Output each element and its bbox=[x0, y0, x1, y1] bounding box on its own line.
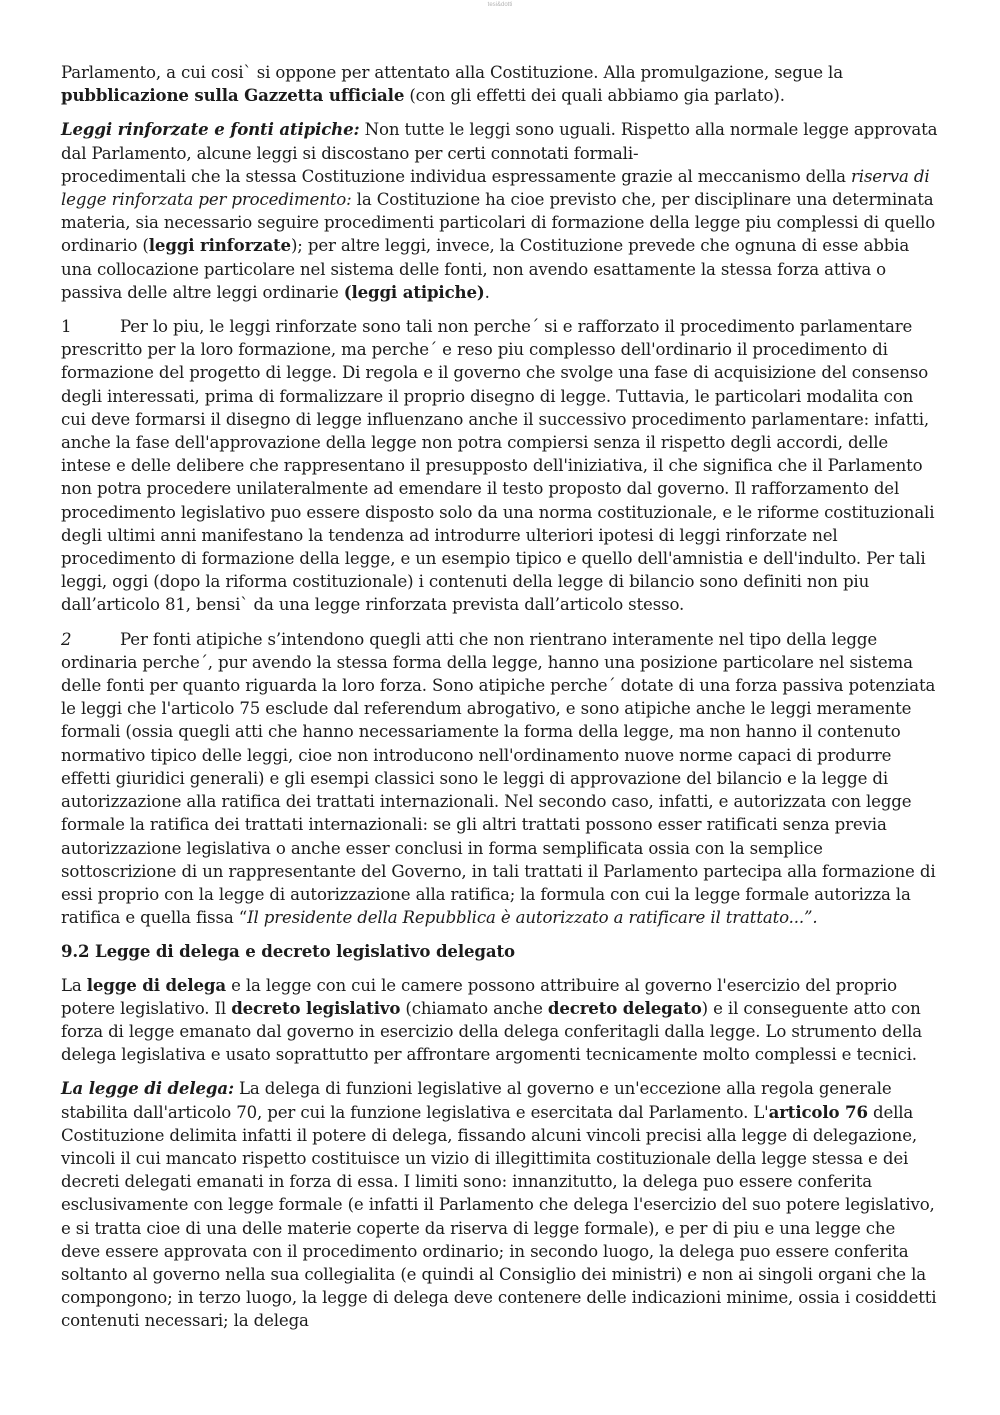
text-run: procedimentali che la stessa Costituzione individua espressamente grazie al meccanismo della bbox=[61, 166, 851, 186]
bold-term: decreto delegato bbox=[547, 997, 702, 1018]
text-run: Non tutte le leggi sono uguali. Rispetto alla normale legge approvata dal Parlamento, alcune leggi si discostano per certi connotati formali- bbox=[61, 120, 938, 163]
section-heading: 9.2 Legge di delega e decreto legislativo delegato bbox=[61, 941, 515, 962]
text-run: e la legge con cui le camere possono attribuire al governo l'esercizio del proprio potere legislativo. Il bbox=[61, 975, 897, 1018]
text-run: . bbox=[484, 282, 490, 302]
note-text: Per fonti atipiche s’intendono quegli atti che non rientrano interamente nel tipo della legge ordinaria perche´, pur avendo la stessa forma della legge, hanno una posizione particolare nel sistema delle fonti per quanto riguarda la loro forza. Sono atipiche perche´ dotate di una forza passiva potenziata le leggi che l'articolo 75 esclude dal referendum abrogativo, e sono atipiche anche le leggi meramente formali (ossia quegli atti che hanno necessariamente la forma della legge, ma non hanno il contenuto normativo tipico delle leggi, cioe non introducono nell'ordinamento nuove norme capaci di produrre effetti giuridici generali) e gli esempi classici sono le leggi di approvazione del bilancio e la legge di autorizzazione alla ratifica dei trattati internazionali. Nel secondo caso, infatti, e autorizzata con legge formale la ratifica dei trattati internazionali: se gli altri trattati possono esser ratificati senza previa autorizzazione legislativa o anche esser conclusi in forma semplificata ossia con la semplice sottoscrizione di un rappresentante del Governo, in tali trattati il Parlamento partecipa alla formazione di essi proprio con la legge di autorizzazione alla ratifica; la formula con cui la legge formale autorizza la ratifica e quella fissa “ bbox=[61, 629, 936, 928]
text-run: ) e il conseguente atto con forza di legge emanato dal governo in esercizio della delega conferitagli dalla legge. Lo strumento della delega legislativa e usato soprattutto per affrontare argomenti tecnicamente molto complessi e tecnici. bbox=[61, 998, 922, 1065]
paragraph-legge-di-delega-intro bbox=[61, 974, 939, 1067]
paragraph-title: Leggi rinforzate e fonti atipiche: bbox=[61, 119, 360, 140]
bold-term: legge di delega bbox=[86, 974, 226, 995]
document-body bbox=[61, 61, 939, 1344]
text-run: Parlamento, a cui cosi` si oppone per attentato alla Costituzione. Alla promulgazione, segue la bbox=[61, 63, 843, 82]
text-run: La bbox=[61, 975, 87, 995]
text-run: la Costituzione ha cioe previsto che, per disciplinare una determinata materia, sia necessario seguire procedimenti particolari di formazione della legge piu complessi di quello ordinario ( bbox=[61, 190, 936, 256]
bold-term: decreto legislativo bbox=[231, 997, 401, 1018]
paragraph-promulgazione bbox=[61, 61, 939, 107]
text-run: (con gli effetti dei quali abbiamo gia parlato). bbox=[404, 86, 785, 106]
watermark: tesi&dotti bbox=[487, 2, 513, 8]
numbered-note-1 bbox=[61, 315, 939, 617]
note-number: 2 bbox=[61, 629, 72, 649]
paragraph-legge-di-delega bbox=[61, 1077, 939, 1332]
bold-term: leggi rinforzate bbox=[148, 235, 291, 256]
bold-term: pubblicazione sulla Gazzetta ufficiale bbox=[61, 85, 405, 106]
paragraph-title: La legge di delega: bbox=[61, 1078, 234, 1099]
text-run: (chiamato anche bbox=[400, 998, 548, 1018]
text-run: ); per altre leggi, invece, la Costituzione prevede che ognuna di esse abbia una collocazione particolare nel sistema delle fonti, non avendo esattamente la stessa forza attiva o passiva delle altre leggi ordinarie bbox=[61, 236, 910, 302]
note-text: Per lo piu, le leggi rinforzate sono tali non perche´ si e rafforzato il procedimento parlamentare prescritto per la loro formazione, ma perche´ e reso piu complesso dell'ordinario il procedimento di formazione del progetto di legge. Di regola e il governo che svolge una fase di acquisizione del consenso degli interessati, prima di formalizzare il proprio disegno di legge. Tuttavia, le particolari modalita con cui deve formarsi il disegno di legge influenzano anche il successivo procedimento parlamentare: infatti, anche la fase dell'approvazione della legge non potra compiersi senza il rispetto degli accordi, delle intese e delle delibere che rappresentano il presupposto dell'iniziativa, il che significa che il Parlamento non potra procedere unilateralmente ad emendare il testo proposto dal governo. Il rafforzamento del procedimento legislativo puo essere disposto solo da una norma costituzionale, e le riforme costituzionali degli ultimi anni manifestano la tendenza ad introdurre ulteriori ipotesi di leggi rinforzate nel procedimento di formazione della legge, e un esempio tipico e quello dell'amnistia e dell'indulto. Per tali leggi, oggi (dopo la riforma costituzionale) i contenuti della legge di bilancio sono definiti non piu dall’articolo 81, bensi` da una legge rinforzata prevista dall’articolo stesso. bbox=[61, 317, 935, 615]
text-run: della Costituzione delimita infatti il potere di delega, fissando alcuni vincoli precisi alla legge di delegazione, vincoli il cui mancato rispetto costituisce un vizio di illegittimita costituzionale della legge stessa e dei decreti delegati emanati in forza di essa. I limiti sono: innanzitutto, la delega puo essere conferita esclusivamente con legge formale (e infatti il Parlamento che delega l'esercizio del suo potere legislativo, e si tratta cioe di una delle materie coperte da riserva di legge formale), e per di piu e una legge che deve essere approvata con il procedimento ordinario; in secondo luogo, la delega puo essere conferita soltanto al governo nella sua collegialita (e quindi al Consiglio dei ministri) e non ai singoli organi che la compongono; in terzo luogo, la legge di delega deve contenere delle indicazioni minime, ossia i cosiddetti contenuti necessari; la delega bbox=[61, 1102, 937, 1331]
bold-term: (leggi atipiche) bbox=[343, 281, 485, 302]
note-number: 1 bbox=[61, 317, 72, 337]
text-run: La delega di funzioni legislative al governo e un'eccezione alla regola generale stabilita dall'articolo 70, per cui la funzione legislativa e esercitata dal Parlamento. L' bbox=[61, 1079, 892, 1122]
paragraph-leggi-rinforzate bbox=[61, 118, 939, 304]
italic-quote: Il presidente della Repubblica è autorizzato a ratificare il trattato...”. bbox=[247, 908, 818, 928]
bold-term: articolo 76 bbox=[768, 1101, 868, 1122]
italic-term: riserva di legge rinforzata per procedimento: bbox=[61, 166, 930, 210]
numbered-note-2 bbox=[61, 628, 939, 930]
